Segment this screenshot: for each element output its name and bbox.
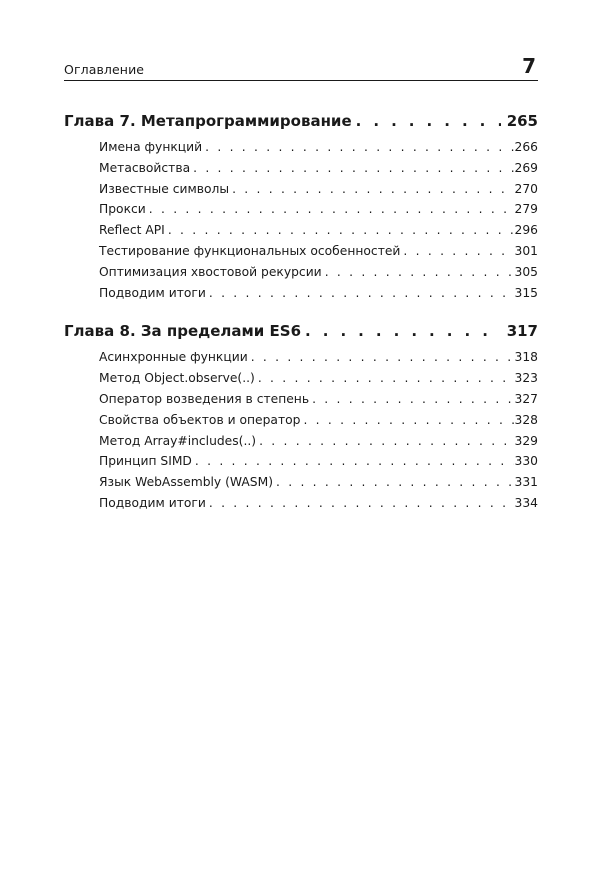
dot-leader — [205, 140, 513, 154]
running-header — [64, 52, 538, 81]
dot-leader — [195, 454, 514, 468]
entry-page: 328 — [514, 412, 538, 427]
toc-entry[interactable] — [64, 496, 538, 517]
toc-entry[interactable] — [64, 434, 538, 455]
entry-page: 334 — [514, 495, 538, 510]
entry-page: 318 — [514, 350, 538, 365]
entry-page: 296 — [514, 223, 538, 238]
toc-entry[interactable] — [64, 223, 538, 244]
dot-leader — [193, 161, 513, 175]
toc-entry[interactable] — [64, 202, 538, 223]
toc-entry[interactable] — [64, 350, 538, 371]
entry-title: Оптимизация хвостовой рекурсии — [99, 264, 322, 279]
entry-title: Reflect API — [99, 223, 165, 238]
chapter-title: Глава 8. За пределами ES6 — [64, 322, 302, 341]
chapter-8 — [64, 322, 538, 516]
chapter-heading[interactable] — [64, 112, 538, 134]
entry-page: 327 — [514, 391, 538, 406]
dot-leader — [251, 350, 514, 364]
dot-leader — [209, 496, 514, 510]
entry-title: Имена функций — [99, 140, 203, 154]
toc-entry[interactable] — [64, 413, 538, 434]
dot-leader — [325, 265, 514, 279]
dot-leader — [403, 244, 513, 258]
toc-entry[interactable] — [64, 392, 538, 413]
page-number: 7 — [522, 54, 536, 78]
entry-page: 323 — [514, 371, 538, 386]
entry-title: Подводим итоги — [99, 285, 206, 300]
dot-leader — [305, 322, 501, 340]
entry-page: 279 — [514, 202, 538, 217]
entry-title: Асинхронные функции — [99, 350, 248, 365]
entry-title: Оператор возведения в степень — [99, 391, 310, 406]
entry-title: Язык WebAssembly (WASM) — [99, 475, 274, 490]
dot-leader — [303, 413, 513, 427]
entry-title: Подводим итоги — [99, 495, 206, 510]
entry-page: 266 — [514, 140, 538, 154]
entry-page: 330 — [514, 454, 538, 469]
entry-title: Свойства объектов и оператор — [99, 412, 301, 427]
entry-page: 270 — [514, 181, 538, 196]
entry-title: Метод Array#includes(..) — [99, 433, 257, 448]
dot-leader — [149, 202, 514, 216]
entry-page: 315 — [514, 285, 538, 300]
chapter-page: 317 — [506, 322, 538, 341]
toc-entry[interactable] — [64, 286, 538, 307]
dot-leader — [276, 475, 513, 489]
chapter-page: 265 — [506, 112, 538, 130]
entry-page: 331 — [514, 475, 538, 490]
dot-leader — [232, 182, 513, 196]
dot-leader — [356, 112, 501, 130]
entry-title: Прокси — [99, 202, 146, 217]
entry-page: 269 — [514, 160, 538, 175]
dot-leader — [312, 392, 513, 406]
dot-leader — [168, 223, 514, 237]
entry-title: Метасвойства — [99, 160, 191, 175]
dot-leader — [209, 286, 514, 300]
entry-title: Известные символы — [99, 181, 230, 196]
toc-entry[interactable] — [64, 244, 538, 265]
entry-title: Принцип SIMD — [99, 454, 192, 469]
toc-entry[interactable] — [64, 161, 538, 182]
entry-page: 301 — [514, 243, 538, 258]
toc-entry[interactable] — [64, 265, 538, 286]
chapter-heading[interactable] — [64, 322, 538, 344]
toc-entry[interactable] — [64, 454, 538, 475]
running-section-title: Оглавление — [64, 62, 145, 77]
entry-title: Тестирование функциональных особенностей — [99, 243, 401, 258]
chapter-title: Глава 7. Метапрограммирование — [64, 112, 352, 130]
table-of-contents — [64, 112, 538, 533]
dot-leader — [258, 371, 514, 385]
chapter-7 — [64, 112, 538, 306]
toc-entry[interactable] — [64, 371, 538, 392]
entry-page: 329 — [514, 433, 538, 448]
toc-entry[interactable] — [64, 475, 538, 496]
dot-leader — [259, 434, 513, 448]
toc-entry[interactable] — [64, 182, 538, 203]
toc-entry[interactable] — [64, 140, 538, 161]
entry-title: Метод Object.observe(..) — [99, 371, 255, 386]
entry-page: 305 — [514, 264, 538, 279]
